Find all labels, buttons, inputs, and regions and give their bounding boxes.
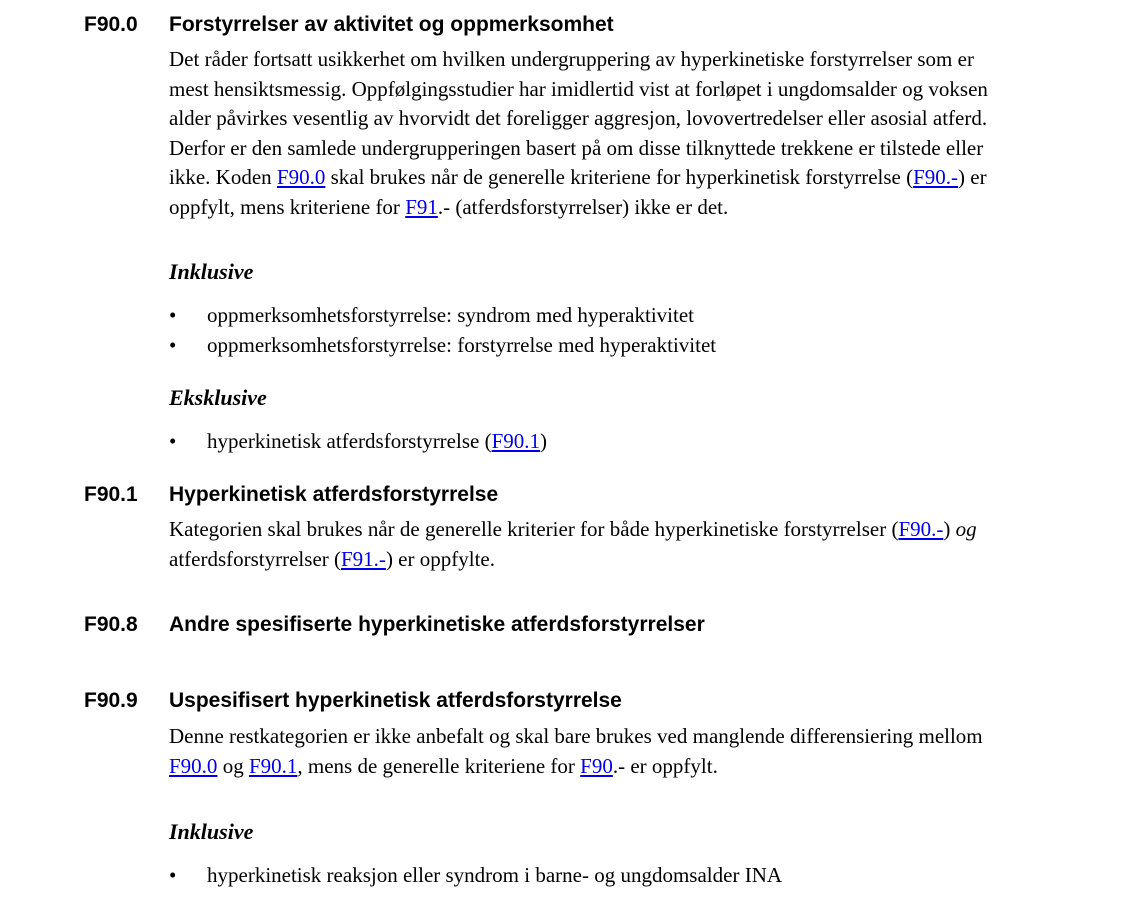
description-line: Det råder fortsatt usikkerhet om hvilken undergruppering av hyperkinetiske forstyrrelser som er	[169, 47, 974, 71]
description-line	[169, 163, 988, 193]
inclusive-list-item	[169, 331, 716, 361]
description-text: , mens de generelle kriteriene for	[297, 753, 581, 778]
description-text: ) er	[958, 165, 987, 190]
link-f90-0[interactable]: F90.0	[276, 165, 326, 190]
section-code-f90-1: F90.1	[84, 483, 138, 506]
section-code-f90-8: F90.8	[84, 613, 138, 636]
description-line: mest hensiktsmessig. Oppfølgingsstudier har imidlertid vist at forløpet i ungdomsalder og voksen	[169, 76, 988, 101]
description-line: Derfor er den samlede undergrupperingen basert på om disse tilknyttede trekkene er tilstede eller	[169, 135, 984, 160]
list-item-text: hyperkinetisk atferdsforstyrrelse (	[207, 429, 492, 453]
link-f91[interactable]: F91.-	[341, 546, 386, 571]
description-text: oppfylt, mens kriteriene for	[169, 194, 406, 219]
section-description-f90-1	[169, 515, 977, 574]
description-line: Denne restkategorien er ikke anbefalt og skal bare brukes ved manglende differensiering mellom	[169, 724, 983, 748]
bullet-icon: •	[169, 333, 177, 357]
inclusive-heading: Inklusive	[169, 259, 254, 284]
description-line	[169, 515, 977, 545]
section-code-f90-9: F90.9	[84, 689, 138, 712]
section-title-f90-0: Forstyrrelser av aktivitet og oppmerksomhet	[169, 13, 614, 36]
list-item-text: )	[540, 429, 548, 453]
link-f90[interactable]: F90	[580, 753, 613, 778]
description-text: skal brukes når de generelle kriteriene for hyperkinetisk forstyrrelse (	[325, 165, 914, 190]
inclusive-list-item	[169, 301, 694, 331]
link-f90-1[interactable]: F90.1	[248, 753, 298, 778]
description-text: og	[217, 753, 249, 778]
exclusive-heading: Eksklusive	[169, 385, 267, 410]
section-description-f90-9	[169, 722, 983, 781]
list-item-text: hyperkinetisk reaksjon eller syndrom i barne- og ungdomsalder INA	[207, 863, 783, 887]
bullet-icon: •	[169, 303, 177, 327]
exclusive-list-item	[169, 427, 547, 457]
description-text: .- (atferdsforstyrrelser) ikke er det.	[437, 194, 729, 219]
section-description-f90-0	[169, 45, 988, 223]
link-f91[interactable]: F91	[405, 194, 438, 219]
description-text: ) er oppfylte.	[385, 546, 495, 571]
description-text: ikke. Koden	[169, 165, 277, 190]
section-title-f90-1: Hyperkinetisk atferdsforstyrrelse	[169, 483, 499, 506]
inclusive-heading: Inklusive	[169, 819, 254, 844]
section-title-f90-9: Uspesifisert hyperkinetisk atferdsforstyrrelse	[169, 689, 622, 712]
description-text: Kategorien skal brukes når de generelle kriterier for både hyperkinetiske forstyrrelser (	[169, 517, 899, 541]
description-line	[169, 752, 983, 782]
inclusive-list-item	[169, 861, 782, 891]
description-line	[169, 545, 977, 575]
link-f90[interactable]: F90.-	[898, 517, 944, 541]
section-code-f90-0: F90.0	[84, 13, 138, 36]
link-f90-0[interactable]: F90.0	[169, 753, 218, 778]
link-f90-1[interactable]: F90.1	[491, 429, 541, 453]
section-title-f90-8: Andre spesifiserte hyperkinetiske atferdsforstyrrelser	[169, 613, 705, 636]
bullet-icon: •	[169, 429, 177, 453]
list-item-text: oppmerksomhetsforstyrrelse: syndrom med hyperaktivitet	[207, 303, 694, 327]
description-emphasis: og	[955, 517, 977, 541]
list-item-text: oppmerksomhetsforstyrrelse: forstyrrelse med hyperaktivitet	[207, 333, 717, 357]
description-text: .- er oppfylt.	[612, 753, 718, 778]
link-f90[interactable]: F90.-	[913, 165, 959, 190]
description-line	[169, 193, 988, 223]
description-text: )	[943, 517, 956, 541]
bullet-icon: •	[169, 863, 177, 887]
description-text: atferdsforstyrrelser (	[169, 546, 341, 571]
description-line: alder påvirkes vesentlig av hvorvidt det foreligger aggresjon, lovovertredelser eller asosial atferd.	[169, 106, 988, 131]
